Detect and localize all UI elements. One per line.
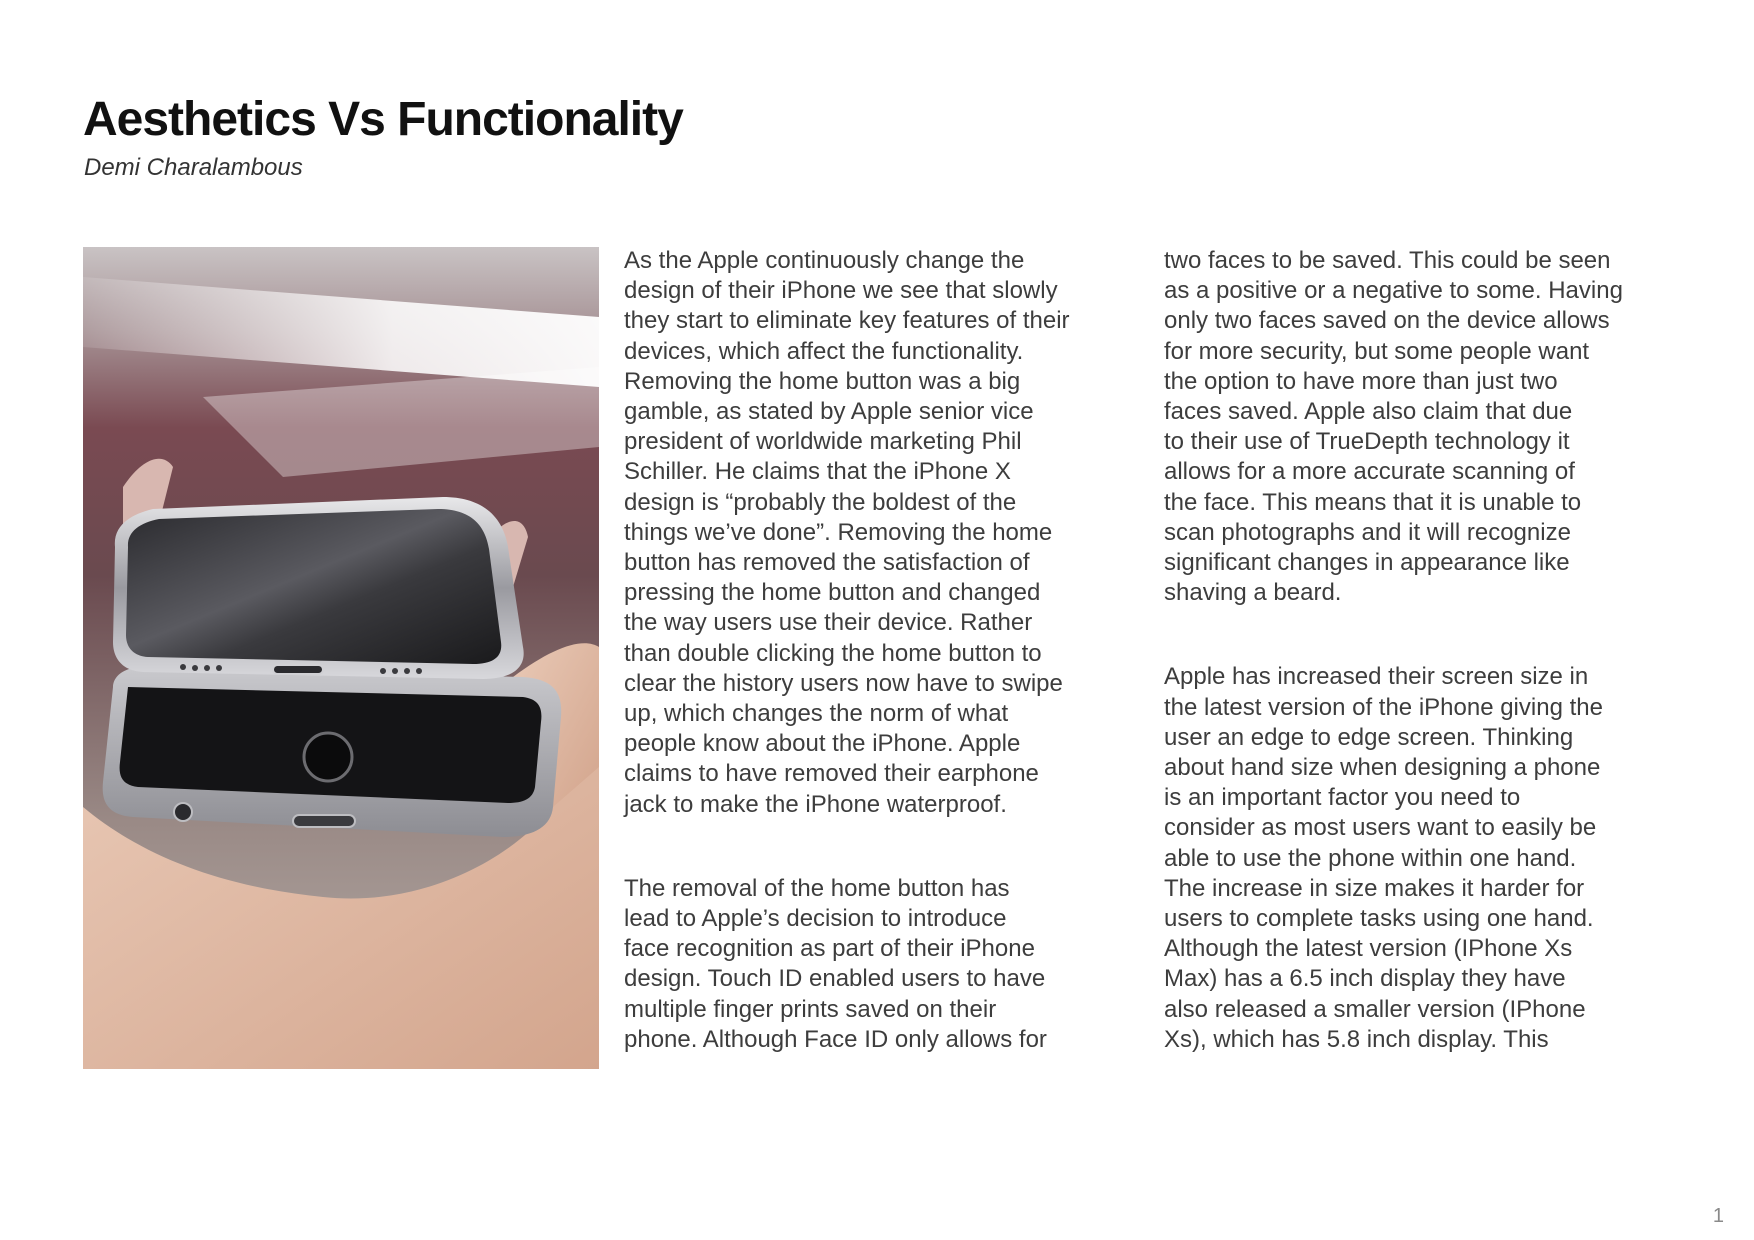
text-column-left: [624, 246, 1144, 1055]
page-title: Aesthetics Vs Functionality: [83, 93, 683, 146]
paragraph: The removal of the home button has lead to Apple’s decision to introduce face recognition as part of their iPhone design. Touch ID enabled users to have multiple finger prints saved on their phone. Although Face ID only allows for: [624, 874, 1047, 1053]
page-number: 1: [1712, 1205, 1724, 1227]
paragraph: As the Apple continuously change the design of their iPhone we see that slowly they start to eliminate key features of their devices, which affect the functionality. Removing the home button was a big gamble, as stated by Apple senior vice president of worldwide marketing Phil Schiller. He claims that the iPhone X design is “probably the boldest of the things we’ve done”. Removing the home button has removed the satisfaction of pressing the home button and changed the way users use their device. Rather than double clicking the home button to clear the history users now have to swipe up, which changes the norm of what people know about the iPhone. Apple claims to have removed their earphone jack to make the iPhone waterproof.: [624, 247, 1070, 818]
paragraph: two faces to be saved. This could be seen as a positive or a negative to some. Having only two faces saved on the device allows for more security, but some people want the option to have more than just two faces saved. Apple also claim that due to their use of TrueDepth technology it allows for a more accurate scanning of the face. This means that it is unable to scan photographs and it will recognize significant changes in appearance like shaving a beard.: [1164, 247, 1623, 607]
paragraph: Apple has increased their screen size in the latest version of the iPhone giving the user an edge to edge screen. Thinking about hand size when designing a phone is an important factor you need to consider as most users want to easily be able to use the phone within one hand. The increase in size makes it harder for users to complete tasks using one hand. Although the latest version (IPhone Xs Max) has a 6.5 inch display they have also released a smaller version (IPhone Xs), which has 5.8 inch display. This: [1164, 663, 1603, 1053]
iphone-comparison-photo: [83, 247, 599, 1069]
author-name: Demi Charalambous: [84, 154, 303, 181]
text-column-right: [1164, 246, 1684, 1055]
